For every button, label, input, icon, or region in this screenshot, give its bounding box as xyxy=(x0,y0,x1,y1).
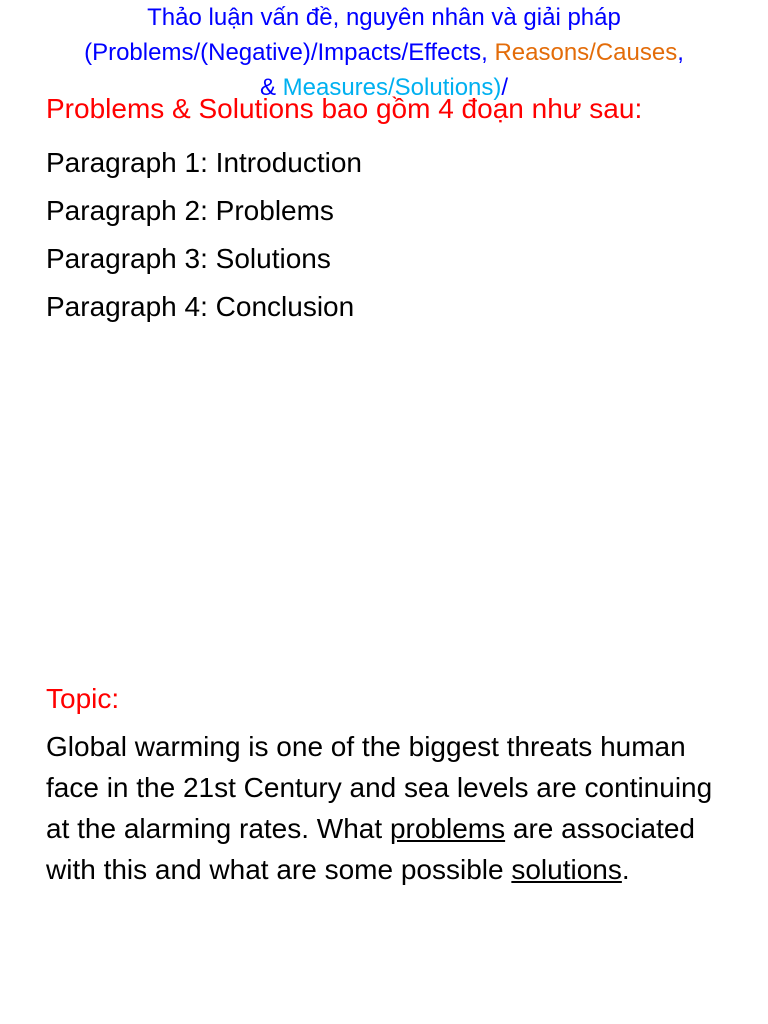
paragraph-list xyxy=(46,139,362,331)
underlined-problems: problems xyxy=(389,813,506,844)
list-item: Paragraph 1: Introduction xyxy=(46,147,362,178)
header-problems-text: (Problems/(Negative)/Impacts/Effects, xyxy=(84,39,495,66)
topic-text-part: are associated with this and what are some possible xyxy=(46,813,695,885)
header-line-2 xyxy=(0,35,768,70)
list-item: Paragraph 4: Conclusion xyxy=(46,291,355,322)
header-comma: , xyxy=(677,39,684,66)
topic-text-part: Global warming is one of the biggest threats human face in the 21st Century and sea levels are continuing at the alarming rates. What xyxy=(46,731,713,844)
topic-text-part: . xyxy=(621,854,630,885)
header-line-1: Thảo luận vấn đề, nguyên nhân và giải pháp xyxy=(147,4,621,31)
structure-heading: Problems & Solutions bao gồm 4 đoạn như sau: xyxy=(46,93,643,124)
topic-label: Topic: xyxy=(46,683,120,714)
header-title xyxy=(0,0,768,105)
list-item: Paragraph 3: Solutions xyxy=(46,243,331,274)
header-measures-text: Measures/Solutions) xyxy=(282,74,502,101)
header-reasons-text: Reasons/Causes xyxy=(494,39,678,66)
topic-text xyxy=(46,726,726,890)
underlined-solutions: solutions xyxy=(511,854,622,885)
header-slash: / xyxy=(501,74,509,101)
header-ampersand: & xyxy=(259,74,283,101)
list-item: Paragraph 2: Problems xyxy=(46,195,334,226)
